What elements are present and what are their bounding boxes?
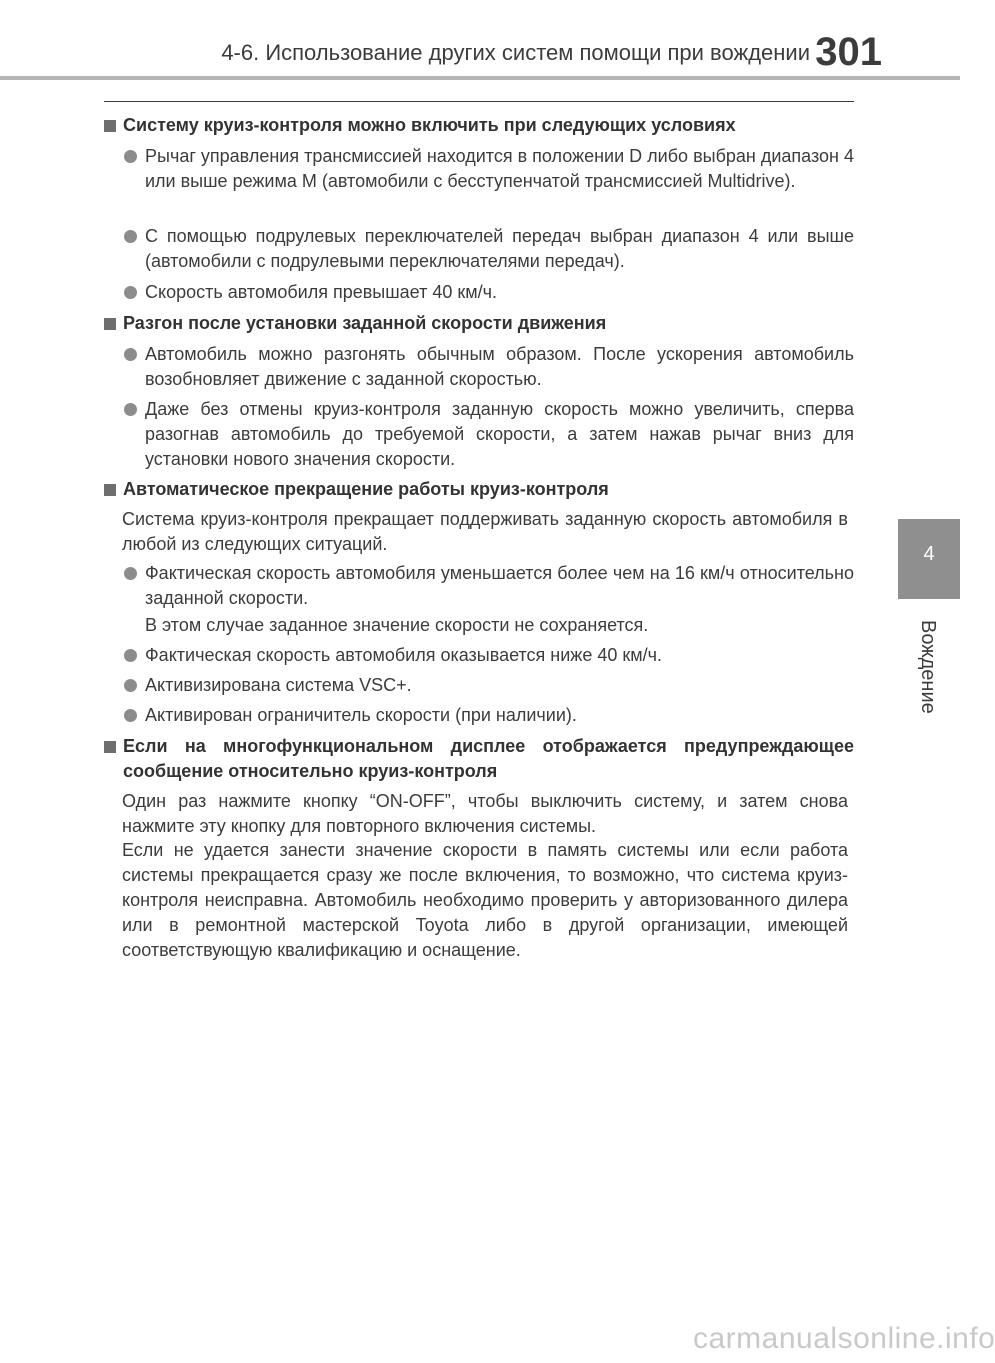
circle-bullet-icon <box>124 403 137 416</box>
section-heading: Разгон после установки заданной скорости движения <box>104 311 854 336</box>
page-header <box>0 0 960 86</box>
watermark: carmanualsonline.info <box>693 1322 995 1355</box>
content-rule <box>104 101 854 102</box>
circle-bullet-icon <box>124 709 137 722</box>
section-heading: Если на многофункциональном дисплее отображается предупреждающее сообщение относительно круиз-контроля <box>104 734 854 784</box>
list-item: Активирован ограничитель скорости (при наличии). <box>124 703 854 728</box>
section-heading: Систему круиз-контроля можно включить при следующих условиях <box>104 113 854 138</box>
circle-bullet-icon <box>124 286 137 299</box>
square-bullet-icon <box>104 484 116 496</box>
circle-bullet-icon <box>124 649 137 662</box>
square-bullet-icon <box>104 741 116 753</box>
chapter-label: Вождение <box>917 620 939 714</box>
header-rule <box>0 76 960 80</box>
circle-bullet-icon <box>124 230 137 243</box>
list-item: Автомобиль можно разгонять обычным образом. После ускорения автомобиль возобновляет движение с заданной скоростью. <box>124 342 854 392</box>
square-bullet-icon <box>104 120 116 132</box>
chapter-tab <box>898 519 960 599</box>
list-item: Скорость автомобиля превышает 40 км/ч. <box>124 280 854 305</box>
list-item: С помощью подрулевых переключателей передач выбран диапазон 4 или выше (автомобили с подрулевыми переключателями передач). <box>124 224 854 274</box>
section-intro: Система круиз-контроля прекращает поддерживать заданную скорость автомобиля в любой из следующих ситуаций. <box>122 509 848 554</box>
square-bullet-icon <box>104 318 116 330</box>
circle-bullet-icon <box>124 679 137 692</box>
list-item: Фактическая скорость автомобиля оказывается ниже 40 км/ч. <box>124 643 854 668</box>
page-number: 301 <box>815 30 882 74</box>
list-item: Активизирована система VSC+. <box>124 673 854 698</box>
paragraph: Если не удается занести значение скорости в память системы или если работа системы прекращается сразу же после включения, то возможно, что система круиз-контроля неисправна. Автомобиль необходимо проверить у авторизованного дилера или в ремонтной мастерской Toyota либо в другой организации, имеющей соответствующую квалификацию и оснащение. <box>122 840 848 960</box>
list-item: Даже без отмены круиз-контроля заданную скорость можно увеличить, сперва разогнав автомобиль до требуемой скорости, а затем нажав рычаг вниз для установки нового значения скорости. <box>124 397 854 472</box>
list-item-note: В этом случае заданное значение скорости не сохраняется. <box>145 615 649 635</box>
list-item: Фактическая скорость автомобиля уменьшается более чем на 16 км/ч относительно заданной скорости. <box>124 561 854 611</box>
header-title: 4-6. Использование других систем помощи при вождении <box>221 40 810 65</box>
section-heading: Автоматическое прекращение работы круиз-контроля <box>104 477 854 502</box>
list-item: Рычаг управления трансмиссией находится в положении D либо выбран диапазон 4 или выше режима M (автомобили с бесступенчатой трансмиссией Multidrive). <box>124 144 854 194</box>
chapter-number: 4 <box>923 543 935 565</box>
circle-bullet-icon <box>124 567 137 580</box>
circle-bullet-icon <box>124 348 137 361</box>
paragraph: Один раз нажмите кнопку “ON-OFF”, чтобы выключить систему, и затем снова нажмите эту кнопку для повторного включения системы. <box>122 791 848 836</box>
circle-bullet-icon <box>124 150 137 163</box>
